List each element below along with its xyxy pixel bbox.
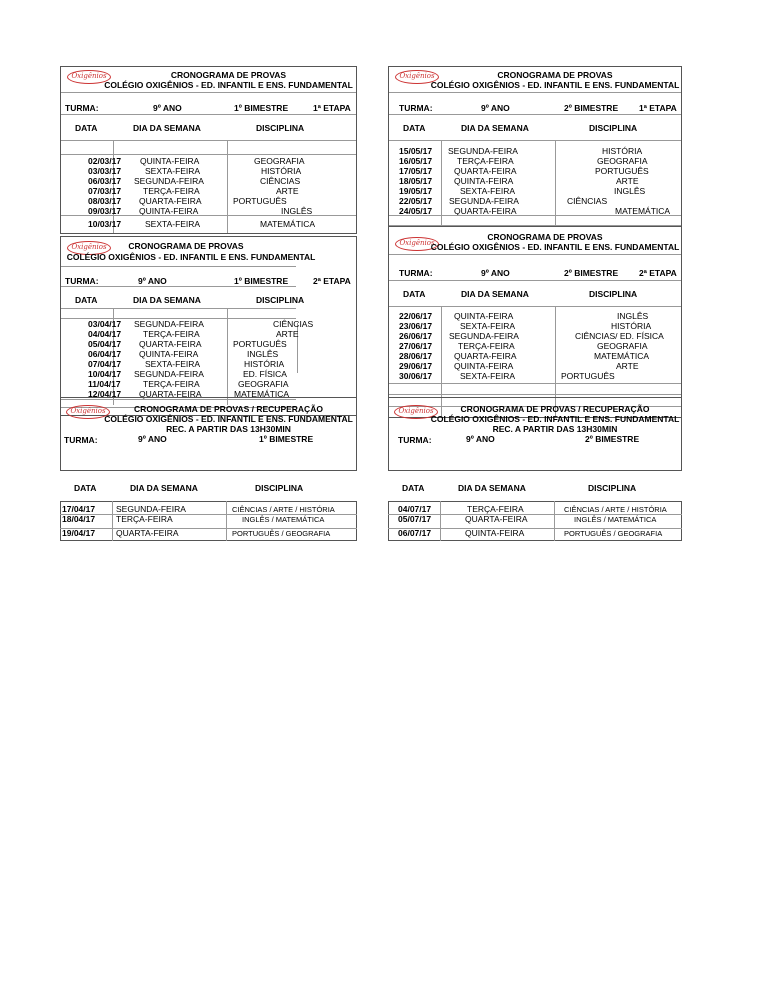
col-header-day: DIA DA SEMANA	[458, 483, 526, 493]
col-header-subject: DISCIPLINA	[589, 123, 638, 133]
table-title: CRONOGRAMA DE PROVAS	[497, 70, 613, 80]
turma-label: TURMA:	[65, 276, 99, 286]
col-header-date: DATA	[74, 483, 97, 493]
col-header-subject: DISCIPLINA	[256, 123, 305, 133]
school-logo: Oxigênios	[395, 237, 439, 251]
bimester: 2º BIMESTRE	[564, 103, 619, 113]
col-header-subject: DISCIPLINA	[256, 295, 305, 305]
table-title: CRONOGRAMA DE PROVAS	[128, 241, 244, 251]
col-header-date: DATA	[403, 123, 426, 133]
school-name: COLÉGIO OXIGÊNIOS - ED. INFANTIL E ENS. FUNDAMENTAL	[104, 414, 353, 424]
schedule-table-1: Oxigênios CRONOGRAMA DE PROVAS COLÉGIO OXIGÊNIOS - ED. INFANTIL E ENS. FUNDAMENTAL TURMA: 9º ANO 1º BIMESTRE 1ª ETAPA DATA DIA DA SEMANA DISCIPLINA 02/03/17 QUINTA-FEIRA GEOGRAFIA 03/03/17 SEXTA-FEIRA HISTÓRIA 06/03/17 SEGUNDA-FEIRA CIÊNCIAS 07/03/17 TERÇA-FEIRA ARTE 08/03/17 QUARTA-FEIRA PORTUGUÊS 09/03/17 QUINTA-FEIRA INGLÊS 10/03/17 SEXTA-FEIRA MATEMÁTICA	[60, 66, 357, 234]
stage: 1ª ETAPA	[313, 103, 351, 113]
bimester: 1º BIMESTRE	[234, 276, 289, 286]
school-logo: Oxigênios	[395, 70, 439, 84]
col-header-day: DIA DA SEMANA	[461, 289, 529, 299]
turma-label: TURMA:	[64, 435, 98, 445]
school-logo: Oxigênios	[67, 241, 111, 255]
school-name: COLÉGIO OXIGÊNIOS - ED. INFANTIL E ENS. FUNDAMENTAL	[104, 80, 353, 90]
col-header-day: DIA DA SEMANA	[130, 483, 198, 493]
grade: 9º ANO	[481, 268, 510, 278]
recovery-time: REC. A PARTIR DAS 13H30MIN	[492, 424, 618, 434]
col-header-date: DATA	[402, 483, 425, 493]
turma-label: TURMA:	[399, 103, 433, 113]
turma-label: TURMA:	[399, 268, 433, 278]
col-header-day: DIA DA SEMANA	[133, 295, 201, 305]
recovery-table-1: Oxigênios CRONOGRAMA DE PROVAS / RECUPERAÇÃO COLÉGIO OXIGÊNIOS - ED. INFANTIL E ENS. FUNDAMENTAL REC. A PARTIR DAS 13H30MIN TURMA: 9º ANO 1º BIMESTRE DATA DIA DA SEMANA DISCIPLINA 17/04/17 SEGUNDA-FEIRA CIÊNCIAS / ARTE / HISTÓRIA 18/04/17 TERÇA-FEIRA INGLÊS / MATEMÁTICA 19/04/17 QUARTA-FEIRA PORTUGUÊS / GEOGRAFIA	[60, 397, 357, 541]
bimester: 1º BIMESTRE	[259, 434, 314, 444]
bimester: 2º BIMESTRE	[585, 434, 640, 444]
table-title: CRONOGRAMA DE PROVAS	[487, 232, 603, 242]
schedule-table-4: Oxigênios CRONOGRAMA DE PROVAS COLÉGIO OXIGÊNIOS - ED. INFANTIL E ENS. FUNDAMENTAL TURMA: 9º ANO 2º BIMESTRE 1ª ETAPA DATA DIA DA SEMANA DISCIPLINA 15/05/17 SEGUNDA-FEIRA HISTÓRIA 16/05/17 TERÇA-FEIRA GEOGRAFIA 17/05/17 QUARTA-FEIRA PORTUGUÊS 18/05/17 QUINTA-FEIRA ARTE 19/05/17 SEXTA-FEIRA INGLÊS 22/05/17 SEGUNDA-FEIRA CIÊNCIAS 24/05/17 QUARTA-FEIRA MATEMÁTICA	[388, 66, 682, 226]
col-header-day: DIA DA SEMANA	[461, 123, 529, 133]
schedule-table-2: Oxigênios CRONOGRAMA DE PROVAS COLÉGIO OXIGÊNIOS - ED. INFANTIL E ENS. FUNDAMENTAL TURMA: 9º ANO 1º BIMESTRE 2ª ETAPA DATA DIA DA SEMANA DISCIPLINA 03/04/17 SEGUNDA-FEIRA CIÊNCIAS 04/04/17 TERÇA-FEIRA ARTE 05/04/17 QUARTA-FEIRA PORTUGUÊS 06/04/17 QUINTA-FEIRA INGLÊS 07/04/17 SEXTA-FEIRA HISTÓRIA 10/04/17 SEGUNDA-FEIRA ED. FÍSICA 11/04/17 TERÇA-FEIRA GEOGRAFIA 12/04/17 QUARTA-FEIRA MATEMÁTICA	[60, 236, 357, 416]
col-header-day: DIA DA SEMANA	[133, 123, 201, 133]
stage: 2ª ETAPA	[313, 276, 351, 286]
stage: 2ª ETAPA	[639, 268, 677, 278]
bimester: 1º BIMESTRE	[234, 103, 289, 113]
col-header-subject: DISCIPLINA	[588, 483, 637, 493]
col-header-date: DATA	[403, 289, 426, 299]
turma-label: TURMA:	[398, 435, 432, 445]
bimester: 2º BIMESTRE	[564, 268, 619, 278]
school-name: COLÉGIO OXIGÊNIOS - ED. INFANTIL E ENS. FUNDAMENTAL	[430, 414, 680, 424]
col-header-date: DATA	[75, 123, 98, 133]
schedule-table-5: Oxigênios CRONOGRAMA DE PROVAS COLÉGIO OXIGÊNIOS - ED. INFANTIL E ENS. FUNDAMENTAL TURMA: 9º ANO 2º BIMESTRE 2ª ETAPA DATA DIA DA SEMANA DISCIPLINA 22/06/17 QUINTA-FEIRA INGLÊS 23/06/17 SEXTA-FEIRA HISTÓRIA 26/06/17 SEGUNDA-FEIRA CIÊNCIAS/ ED. FÍSICA 27/06/17 TERÇA-FEIRA GEOGRAFIA 28/06/17 QUARTA-FEIRA MATEMÁTICA 29/06/17 QUINTA-FEIRA ARTE 30/06/17 SEXTA-FEIRA PORTUGUÊS	[388, 226, 682, 418]
recovery-time: REC. A PARTIR DAS 13H30MIN	[166, 424, 291, 434]
school-logo: Oxigênios	[394, 405, 438, 419]
school-name: COLÉGIO OXIGÊNIOS - ED. INFANTIL E ENS. FUNDAMENTAL	[430, 80, 680, 90]
col-header-subject: DISCIPLINA	[589, 289, 638, 299]
turma-label: TURMA:	[65, 103, 99, 113]
grade: 9º ANO	[138, 434, 167, 444]
school-name: COLÉGIO OXIGÊNIOS - ED. INFANTIL E ENS. FUNDAMENTAL	[66, 252, 316, 262]
stage: 1ª ETAPA	[639, 103, 677, 113]
col-header-subject: DISCIPLINA	[255, 483, 304, 493]
grade: 9º ANO	[153, 103, 182, 113]
school-logo: Oxigênios	[66, 405, 110, 419]
table-title: CRONOGRAMA DE PROVAS / RECUPERAÇÃO	[134, 404, 323, 414]
school-name: COLÉGIO OXIGÊNIOS - ED. INFANTIL E ENS. FUNDAMENTAL	[430, 242, 680, 252]
grade: 9º ANO	[466, 434, 495, 444]
table-title: CRONOGRAMA DE PROVAS / RECUPERAÇÃO	[460, 404, 650, 414]
table-title: CRONOGRAMA DE PROVAS	[170, 70, 287, 80]
grade: 9º ANO	[138, 276, 167, 286]
recovery-table-2: Oxigênios CRONOGRAMA DE PROVAS / RECUPERAÇÃO COLÉGIO OXIGÊNIOS - ED. INFANTIL E ENS. FUNDAMENTAL REC. A PARTIR DAS 13H30MIN TURMA: 9º ANO 2º BIMESTRE DATA DIA DA SEMANA DISCIPLINA 04/07/17 TERÇA-FEIRA CIÊNCIAS / ARTE / HISTÓRIA 05/07/17 QUARTA-FEIRA INGLÊS / MATEMÁTICA 06/07/17 QUINTA-FEIRA PORTUGUÊS / GEOGRAFIA	[388, 397, 682, 541]
school-logo: Oxigênios	[67, 70, 111, 84]
grade: 9º ANO	[481, 103, 510, 113]
col-header-date: DATA	[75, 295, 98, 305]
